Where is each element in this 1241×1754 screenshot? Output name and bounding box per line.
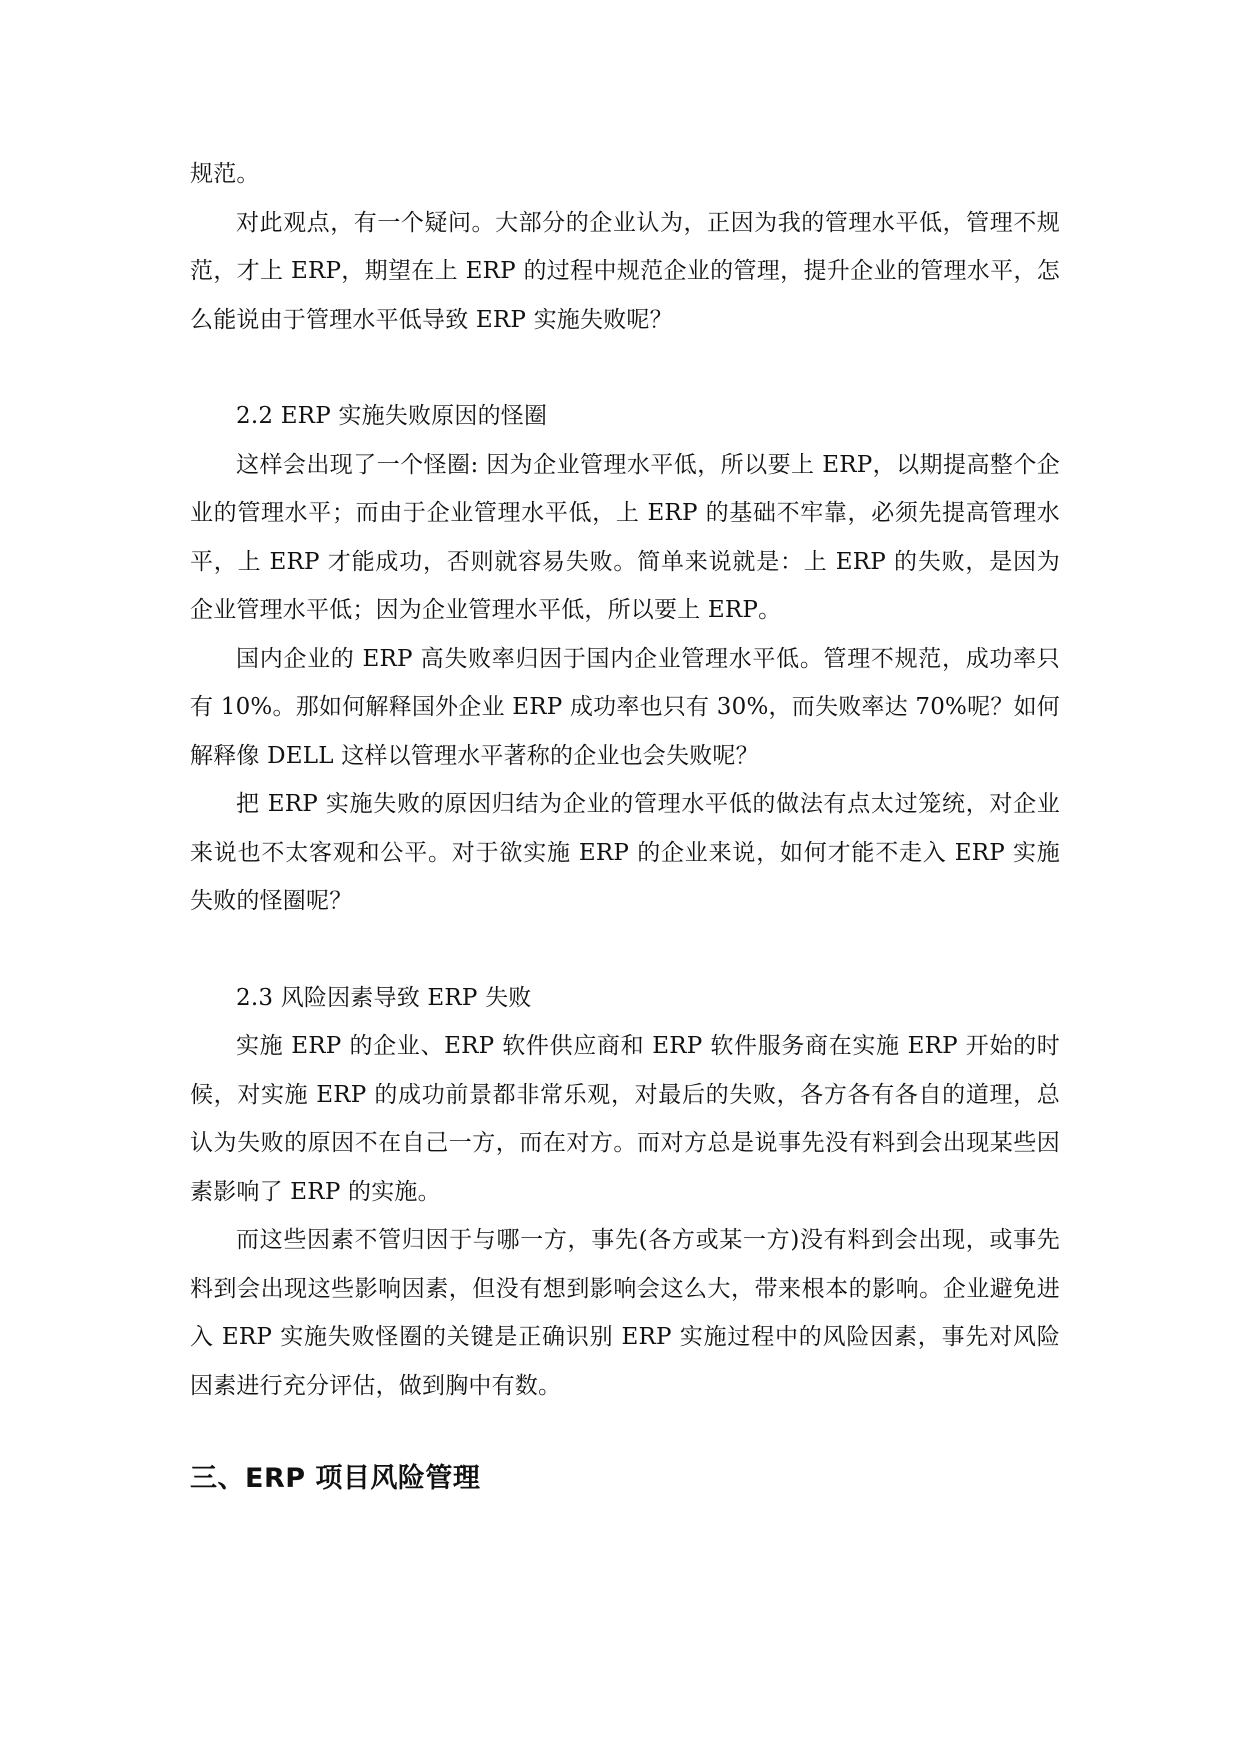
paragraph: 把 ERP 实施失败的原因归结为企业的管理水平低的做法有点太过笼统，对企业来说也不太客观和公平。对于欲实施 ERP 的企业来说，如何才能不走入 ERP 实施失败的怪圈呢？ bbox=[190, 791, 1060, 914]
section-heading-2-2: 2.2 ERP 实施失败原因的怪圈 bbox=[236, 403, 548, 429]
spacer bbox=[190, 1410, 1060, 1455]
section-heading-2-3: 2.3 风险因素导致 ERP 失败 bbox=[236, 984, 532, 1011]
document-body bbox=[190, 150, 1060, 1503]
paragraph: 实施 ERP 的企业、ERP 软件供应商和 ERP 软件服务商在实施 ERP 开始的时候，对实施 ERP 的成功前景都非常乐观，对最后的失败，各方各有各自的道理，总认为失败的原因不在自己一方，而在对方。而对方总是说事先没有料到会出现某些因素影响了 ERP 的实施。 bbox=[190, 1033, 1060, 1205]
paragraph-continuation: 规范。 bbox=[190, 161, 260, 187]
paragraph: 这样会出现了一个怪圈: 因为企业管理水平低，所以要上 ERP，以期提高整个企业的管理水平；而由于企业管理水平低，上 ERP 的基础不牢靠，必须先提高管理水平，上 ERP 才能成功，否则就容易失败。简单来说就是：上 ERP 的失败，是因为企业管理水平低；因为企业管理水平低，所以要上 ERP。 bbox=[190, 451, 1060, 623]
spacer bbox=[190, 926, 1060, 974]
chapter-heading-3: 三、ERP 项目风险管理 bbox=[190, 1463, 481, 1494]
paragraph: 国内企业的 ERP 高失败率归因于国内企业管理水平低。管理不规范，成功率只有 10%。那如何解释国外企业 ERP 成功率也只有 30%，而失败率达 70%呢？如何解释像 DELL 这样以管理水平著称的企业也会失败呢？ bbox=[190, 645, 1060, 769]
spacer bbox=[190, 344, 1060, 392]
paragraph-question: 对此观点，有一个疑问。大部分的企业认为，正因为我的管理水平低，管理不规范，才上 ERP，期望在上 ERP 的过程中规范企业的管理，提升企业的管理水平，怎么能说由于管理水平低导致 ERP 实施失败呢？ bbox=[190, 209, 1060, 333]
paragraph: 而这些因素不管归因于与哪一方，事先(各方或某一方)没有料到会出现，或事先料到会出现这些影响因素，但没有想到影响会这么大，带来根本的影响。企业避免进入 ERP 实施失败怪圈的关键是正确识别 ERP 实施过程中的风险因素，事先对风险因素进行充分评估，做到胸中有数。 bbox=[190, 1227, 1060, 1399]
